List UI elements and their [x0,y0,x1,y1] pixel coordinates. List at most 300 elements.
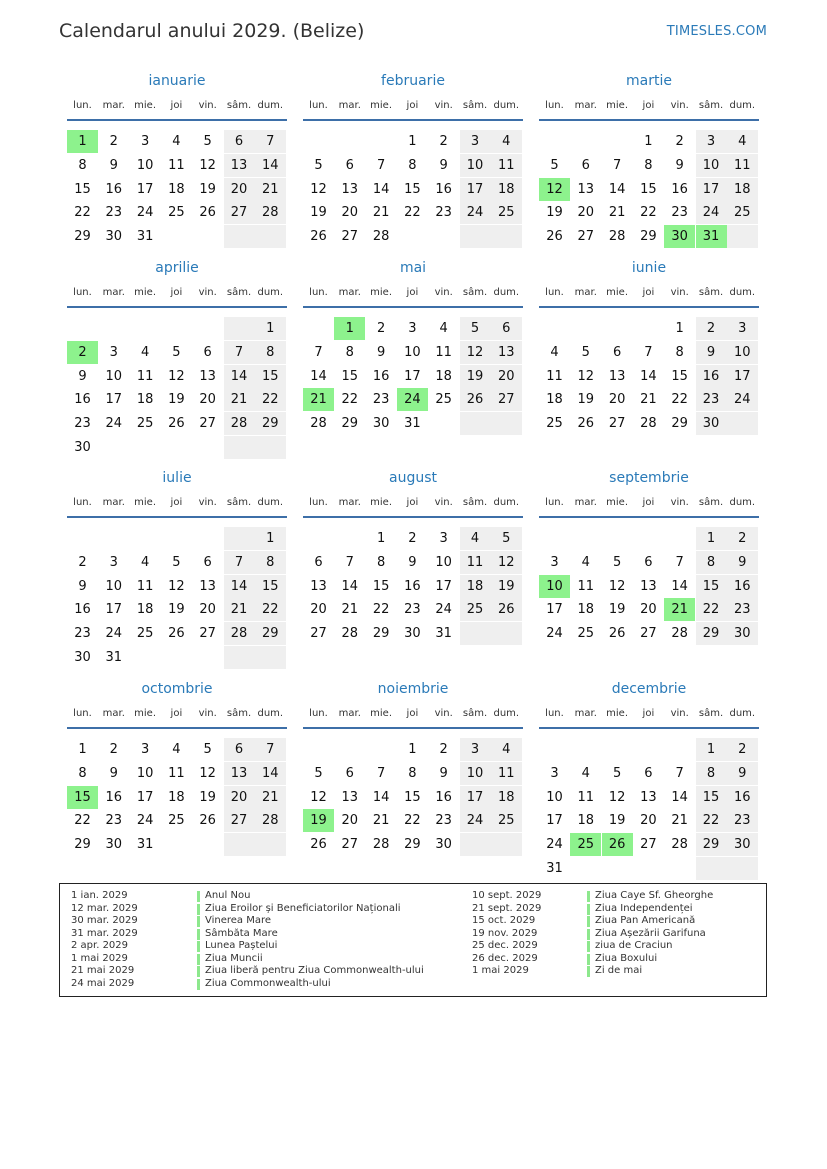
day-cell: 9 [78,368,87,384]
day-cell: 15 [404,789,421,805]
day-cell: 21 [224,598,255,621]
weekday-header [303,100,523,116]
day-cell: 15 [74,181,91,197]
weekday-label: sâm. [698,708,724,719]
day-cell: 26 [199,813,216,829]
day-cell: 12 [168,578,185,594]
weekday-label: sâm. [462,497,488,508]
holiday-date: 21 mai 2029 [71,965,135,976]
day-cell: 16 [727,786,758,809]
day-cell: 11 [168,157,185,173]
day-cell: 12 [577,368,595,384]
weekday-label: sâm. [226,708,252,719]
holiday-name: Zi de mai [595,965,643,976]
weekday-label: vin. [198,497,217,508]
day-cell: 15 [404,181,421,197]
day-cell: 30 [74,440,91,455]
month-divider [303,306,523,308]
weekday-label: mie. [606,708,629,719]
day-cell: 8 [376,554,386,570]
weekday-label: joi [642,708,655,719]
weekend-empty-cell [727,857,758,880]
day-cell: 29 [372,626,390,642]
month-name: noiembrie [377,681,449,697]
day-cell: 5 [203,134,212,149]
day-cell: 23 [74,626,91,642]
day-cell: 9 [696,341,727,364]
weekend-empty-cell [224,436,255,459]
weekday-header [303,708,523,724]
day-cell: 16 [671,181,688,197]
day-cell: 10 [105,368,123,384]
day-cell: 17 [546,602,563,618]
day-cell: 9 [675,157,684,173]
month-noiembrie [303,681,523,881]
day-cell: 21 [255,178,286,201]
day-cell: 20 [310,602,327,618]
day-cell: 11 [546,368,563,384]
day-cell: 25 [577,626,595,642]
day-cell: 11 [168,765,185,781]
day-cell: 13 [341,789,359,805]
day-cell: 8 [408,157,417,173]
day-cell: 22 [640,205,657,221]
day-cell: 5 [314,765,323,781]
holiday-name: Ziua Eroilor și Beneficiatorilor Naționali [205,902,401,914]
weekday-label: mar. [574,287,597,298]
day-cell: 19 [168,392,185,408]
weekday-label: vin. [670,100,689,111]
day-cell: 31 [404,416,421,432]
holiday-name: Ziua Muncii [205,952,263,964]
day-cell: 2 [727,527,758,550]
month-name: mai [399,260,427,276]
day-cell: 2 [376,321,386,336]
holiday-marker [197,929,200,940]
day-cell: 7 [675,554,684,570]
month-name: martie [626,73,672,89]
day-cell: 2 [109,134,118,149]
weekday-header [303,497,523,513]
day-cell: 10 [727,341,758,364]
day-cell: 4 [172,134,181,149]
day-cell: 8 [255,551,286,574]
weekday-label: vin. [434,708,453,719]
holiday-date: 31 mar. 2029 [71,927,138,939]
day-cell: 8 [78,765,87,781]
day-cell: 1 [376,531,386,546]
weekday-label: vin. [434,287,453,298]
day-cell: 9 [727,762,758,785]
day-cell: 18 [136,602,154,618]
day-cell: 13 [608,368,626,384]
day-cell: 2 [78,554,87,570]
weekday-label: mar. [574,497,597,508]
day-cell: 2 [696,317,727,340]
day-cell: 16 [105,789,123,805]
weekend-empty-cell [255,833,286,856]
day-cell: 17 [105,392,123,408]
weekday-label: lun. [73,497,92,508]
month-name: septembrie [609,470,689,486]
holiday-marker [197,891,200,902]
weekday-label: lun. [73,708,92,719]
day-cell: 29 [696,622,727,645]
weekday-label: mie. [134,100,157,111]
weekend-empty-cell [727,225,758,248]
day-cell: 17 [460,786,491,809]
holiday-date: 25 dec. 2029 [472,940,538,951]
weekday-label: mar. [338,287,361,298]
day-cell: 28 [341,626,359,642]
day-cell: 24 [460,201,491,224]
holiday-day: 12 [539,178,570,201]
weekday-label: sâm. [462,287,488,298]
day-cell: 26 [168,626,185,642]
month-name: ianuarie [148,73,206,89]
day-cell: 22 [671,392,688,408]
day-cell: 18 [168,789,185,805]
day-cell: 23 [671,205,688,221]
weekday-label: dum. [729,287,756,298]
day-cell: 18 [491,178,522,201]
day-cell: 27 [341,229,359,245]
weekday-label: sâm. [226,287,252,298]
day-cell: 24 [435,602,452,618]
day-cell: 9 [376,344,386,360]
month-divider [67,306,287,308]
holiday-date: 24 mai 2029 [71,977,135,989]
day-cell: 4 [491,130,522,153]
day-cell: 13 [491,341,522,364]
holiday-name: Vinerea Mare [205,915,272,926]
day-cell: 25 [546,416,563,432]
day-cell: 28 [255,201,286,224]
holiday-name: Ziua Independenței [595,902,693,914]
day-cell: 4 [727,130,758,153]
day-cell: 20 [199,392,216,408]
day-cell: 21 [255,786,286,809]
day-cell: 17 [105,602,123,618]
weekend-empty-cell [224,225,255,248]
weekday-label: mar. [102,497,125,508]
weekend-empty-cell [224,527,255,550]
weekday-label: mar. [338,708,361,719]
weekday-label: sâm. [462,708,488,719]
weekday-label: vin. [670,708,689,719]
weekday-label: joi [642,100,655,111]
day-cell: 9 [109,765,118,781]
month-name: februarie [381,73,445,89]
day-cell: 23 [727,809,758,832]
weekday-label: lun. [73,287,92,298]
holiday-date: 30 mar. 2029 [71,915,138,926]
day-cell: 6 [224,130,255,153]
day-cell: 12 [199,157,216,173]
day-cell: 6 [644,765,653,781]
holiday-marker [197,904,200,915]
day-cell: 6 [581,157,590,173]
holiday-marker [587,916,590,927]
day-cell: 21 [341,602,359,618]
day-cell: 22 [696,598,727,621]
day-cell: 26 [546,229,563,245]
day-cell: 10 [105,578,123,594]
day-cell: 3 [727,317,758,340]
weekday-label: sâm. [462,100,488,111]
day-cell: 30 [105,229,123,245]
weekday-label: mie. [134,497,157,508]
holiday-name: Ziua Pan Americană [595,915,696,926]
day-cell: 5 [612,554,622,570]
day-cell: 19 [460,365,491,388]
weekend-empty-cell [491,412,522,435]
day-cell: 12 [168,368,185,384]
day-cell: 1 [408,742,417,757]
day-cell: 15 [696,575,727,598]
day-cell: 4 [140,554,150,570]
day-cell: 22 [372,602,390,618]
day-cell: 3 [550,554,559,570]
brand-link[interactable]: TIMESLES.COM [666,24,767,39]
day-cell: 16 [435,181,452,197]
day-cell: 28 [372,837,390,853]
day-cell: 22 [74,813,91,829]
day-cell: 18 [546,392,563,408]
weekday-label: joi [642,287,655,298]
weekday-label: dum. [257,497,284,508]
day-cell: 24 [727,388,758,411]
holiday-day: 21 [664,598,695,621]
month-iulie [67,470,287,670]
weekday-label: dum. [493,287,520,298]
day-cell: 27 [491,388,522,411]
day-cell: 14 [224,575,255,598]
day-cell: 28 [224,622,255,645]
day-cell: 25 [460,598,491,621]
holiday-marker [197,916,200,927]
day-cell: 4 [460,527,491,550]
day-cell: 12 [608,578,626,594]
weekday-label: dum. [257,100,284,111]
day-cell: 10 [460,762,491,785]
day-cell: 20 [199,602,216,618]
day-cell: 13 [640,789,657,805]
month-divider [303,516,523,518]
day-cell: 22 [404,813,421,829]
day-cell: 9 [727,551,758,574]
day-cell: 27 [341,837,359,853]
day-cell: 19 [608,813,626,829]
day-cell: 15 [255,575,286,598]
day-cell: 19 [577,392,595,408]
holiday-day: 15 [67,786,98,809]
month-name: decembrie [611,681,687,697]
holiday-name: Ziua Caye Sf. Gheorghe [595,890,714,901]
holiday-day: 24 [397,388,428,411]
day-cell: 30 [404,626,421,642]
day-cell: 19 [546,205,563,221]
weekday-label: vin. [434,100,453,111]
day-cell: 6 [345,157,354,173]
day-cell: 12 [199,765,216,781]
day-cell: 9 [78,578,87,594]
day-cell: 6 [314,554,323,570]
weekday-header [67,100,287,116]
month-ianuarie [67,73,287,273]
day-cell: 30 [372,416,390,432]
day-cell: 8 [78,157,87,173]
day-cell: 22 [255,598,286,621]
day-cell: 16 [105,181,123,197]
weekend-empty-cell [224,317,255,340]
weekday-label: lun. [73,100,92,111]
holiday-day: 26 [602,833,633,856]
day-cell: 18 [435,368,452,384]
day-cell: 6 [203,554,212,570]
month-name: iulie [162,470,192,486]
day-cell: 19 [491,575,522,598]
day-cell: 14 [372,789,390,805]
month-divider [67,727,287,729]
day-cell: 8 [696,762,727,785]
day-cell: 28 [310,416,327,432]
day-cell: 27 [608,416,626,432]
day-cell: 17 [136,181,154,197]
day-cell: 11 [491,762,522,785]
weekend-empty-cell [460,412,491,435]
holiday-marker [197,966,200,977]
weekend-empty-cell [460,622,491,645]
weekend-empty-cell [491,622,522,645]
day-cell: 26 [310,229,327,245]
day-cell: 26 [577,416,595,432]
weekday-label: lun. [309,708,328,719]
weekday-label: joi [406,497,419,508]
month-februarie [303,73,523,273]
day-cell: 28 [224,412,255,435]
holiday-name: Ziua Așezării Garifuna [595,927,706,939]
day-cell: 27 [310,626,327,642]
weekday-label: dum. [729,497,756,508]
day-cell: 24 [136,205,154,221]
day-cell: 12 [310,789,327,805]
weekday-label: dum. [729,708,756,719]
holiday-marker [587,891,590,902]
day-cell: 27 [224,201,255,224]
day-cell: 10 [546,789,563,805]
day-cell: 27 [640,837,657,853]
day-cell: 1 [644,134,653,149]
day-cell: 3 [109,344,118,360]
day-cell: 20 [224,786,255,809]
weekday-label: dum. [493,708,520,719]
weekday-label: dum. [257,287,284,298]
day-cell: 16 [372,368,390,384]
weekday-label: joi [170,497,183,508]
day-cell: 18 [136,392,154,408]
day-cell: 5 [314,157,323,173]
day-cell: 16 [435,789,452,805]
weekend-empty-cell [727,412,758,435]
day-cell: 6 [612,344,622,360]
weekday-label: mar. [338,100,361,111]
day-cell: 18 [491,786,522,809]
day-cell: 14 [671,578,688,594]
weekday-label: mie. [606,287,629,298]
day-cell: 16 [404,578,421,594]
day-cell: 6 [345,765,354,781]
holiday-date: 1 mai 2029 [472,965,529,976]
weekday-label: sâm. [698,287,724,298]
day-cell: 9 [439,157,448,173]
day-cell: 15 [696,786,727,809]
day-cell: 23 [696,388,727,411]
day-cell: 18 [577,813,595,829]
weekday-label: mie. [370,100,393,111]
day-cell: 30 [105,837,123,853]
day-cell: 3 [408,321,417,336]
weekday-label: mie. [134,708,157,719]
weekend-empty-cell [255,225,286,248]
weekday-header [539,497,759,513]
day-cell: 11 [136,578,154,594]
month-divider [67,516,287,518]
month-august [303,470,523,670]
day-cell: 11 [460,551,491,574]
weekend-empty-cell [491,225,522,248]
day-cell: 9 [439,765,448,781]
month-divider [303,119,523,121]
weekday-label: lun. [309,497,328,508]
weekday-header [67,287,287,303]
day-cell: 20 [224,178,255,201]
weekday-header [303,287,523,303]
day-cell: 1 [78,742,87,757]
day-cell: 2 [727,738,758,761]
day-cell: 7 [675,765,684,781]
day-cell: 5 [460,317,491,340]
holiday-name: Ziua liberă pentru Ziua Commonwealth-ului [205,965,424,976]
day-cell: 22 [404,205,421,221]
day-cell: 7 [612,157,622,173]
day-cell: 13 [640,578,657,594]
day-cell: 13 [199,578,216,594]
weekday-label: joi [170,100,183,111]
weekday-label: mie. [134,287,157,298]
day-cell: 11 [727,154,758,177]
day-cell: 22 [696,809,727,832]
holiday-day: 1 [334,317,365,340]
day-cell: 17 [696,178,727,201]
day-cell: 14 [640,368,657,384]
day-cell: 13 [310,578,327,594]
day-cell: 14 [310,368,327,384]
weekday-label: mar. [102,287,125,298]
weekday-label: vin. [198,100,217,111]
day-cell: 29 [255,412,286,435]
day-cell: 1 [696,738,727,761]
day-cell: 5 [172,344,181,360]
day-cell: 2 [109,742,118,757]
month-name: iunie [631,260,667,276]
weekday-label: lun. [309,100,328,111]
holiday-day: 31 [696,225,727,248]
weekday-label: vin. [670,497,689,508]
day-cell: 26 [199,205,216,221]
month-mai [303,260,523,460]
day-cell: 23 [435,813,452,829]
